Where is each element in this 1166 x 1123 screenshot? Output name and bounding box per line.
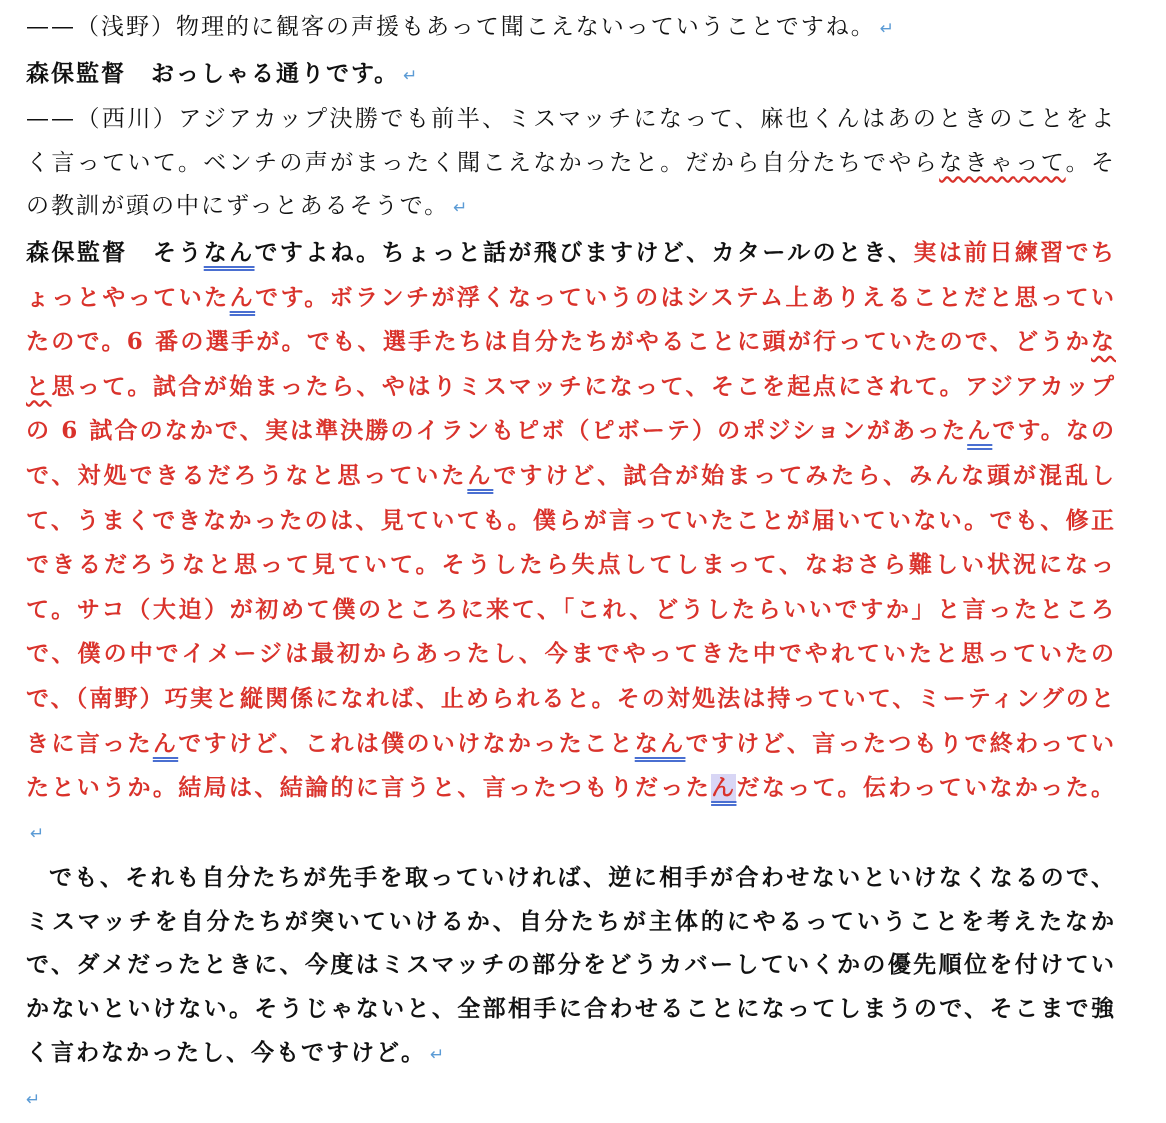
paragraph-asano-question[interactable] [26, 6, 1116, 52]
paragraph-text: ですよね。ちょっと話が飛びますけど、カタールのとき、 [254, 238, 914, 266]
red-emphasis-text: だなって。伝わっていなかった。 [736, 774, 1117, 802]
grammar-flag[interactable]: なん [203, 238, 255, 266]
grammar-flag[interactable]: ん [967, 417, 993, 445]
paragraph-mark-icon: ↵ [30, 823, 47, 844]
document-body[interactable] [26, 6, 1116, 1123]
paragraph-mark-icon: ↵ [453, 198, 470, 219]
grammar-flag[interactable]: なん [634, 729, 686, 757]
spelling-flag[interactable]: って [1015, 149, 1066, 176]
paragraph-mark-icon: ↵ [879, 19, 897, 39]
paragraph-nishikawa-question[interactable] [26, 98, 1116, 231]
spelling-flag[interactable]: なと [26, 328, 1116, 400]
empty-paragraph[interactable] [26, 1077, 1116, 1123]
paragraph-moriyasu-continuation[interactable] [26, 856, 1116, 1077]
red-emphasis-text: 実は前日練習でちょっとやっていた [26, 238, 1117, 311]
paragraph-text: ——（浅野）物理的に観客の声援もあって聞こえないっていうことですね。 [26, 14, 876, 40]
grammar-flag[interactable]: ん [467, 461, 494, 489]
paragraph-text: 森保監督 そう [26, 238, 204, 266]
red-emphasis-text: です。ボランチが浮くなっていうのはシステム上ありえることだと思っていたので。6 番の選手が。でも、選手たちは自分たちがやることに頭が行っていたので、どうか [26, 283, 1117, 356]
paragraph-text: ——（西川）アジアカップ決勝でも前半、ミスマッチになって、麻也くんはあのときのことをよく言っていて。ベンチの声がまったく聞こえなかったと。だから自分たちでやら [26, 106, 1116, 176]
paragraph-text: 森保監督 おっしゃる通りです。 [26, 59, 400, 87]
paragraph-mark-icon: ↵ [403, 65, 420, 86]
paragraph-mark-icon: ↵ [26, 1090, 43, 1111]
grammar-flag[interactable]: ん [152, 729, 179, 757]
grammar-flag[interactable]: ん [229, 283, 256, 311]
spelling-flag[interactable]: なきゃ [939, 149, 1016, 176]
paragraph-text: でも、それも自分たちが先手を取っていければ、逆に相手が合わせないといけなくなるので、ミスマッチを自分たちが突いていけるか、自分たちが主体的にやるっていうことを考えたなかで、ダメだったときに、今度はミスマッチの部分をどうカバーしていくかの優先順位を付けていかないといけない。そうじゃないと、全部相手に合わせることになってしまうので、そこまで強く言わなかったし、今もですけど。 [26, 864, 1116, 1066]
red-emphasis-text: ですけど、試合が始まってみたら、みんな頭が混乱して、うまくできなかったのは、見ていても。僕らが言っていたことが届いていない。でも、修正できるだろうなと思って見ていて。そうしたら失点してしまって、なおさら難しい状況になって。サコ（大迫）が初めて僕のところに来て、「これ、どうしたらいいですか」と言ったところで、僕の中でイメージは最初からあったし、今までやってきた中でやれていたと思っていたので、（南野）巧実と縦関係になれば、止められると。その対処法は持っていて、ミーティングのときに言った [26, 461, 1117, 757]
paragraph-moriyasu-reply[interactable] [26, 52, 1116, 99]
red-emphasis-text: です。なので、対処できるだろうなと思っていた [26, 417, 1117, 489]
paragraph-mark-icon: ↵ [430, 1044, 447, 1065]
red-emphasis-text: ですけど、言ったつもりで終わっていたというか。結局は、結論的に言うと、言ったつもりだった [26, 729, 1117, 802]
paragraph-moriyasu-answer[interactable] [26, 231, 1116, 856]
red-emphasis-text: 思って。試合が始まったら、やはりミスマッチになって、そこを起点にされて。アジアカップの 6 試合のなかで、実は準決勝のイランもピボ（ピボーテ）のポジションがあった [26, 372, 1116, 445]
paragraph-text: 。その教訓が頭の中にずっとあるそうで。 [26, 149, 1117, 220]
selected-grammar-flag[interactable]: ん [711, 774, 737, 802]
red-emphasis-text: ですけど、これは僕のいけなかったこと [178, 729, 635, 757]
